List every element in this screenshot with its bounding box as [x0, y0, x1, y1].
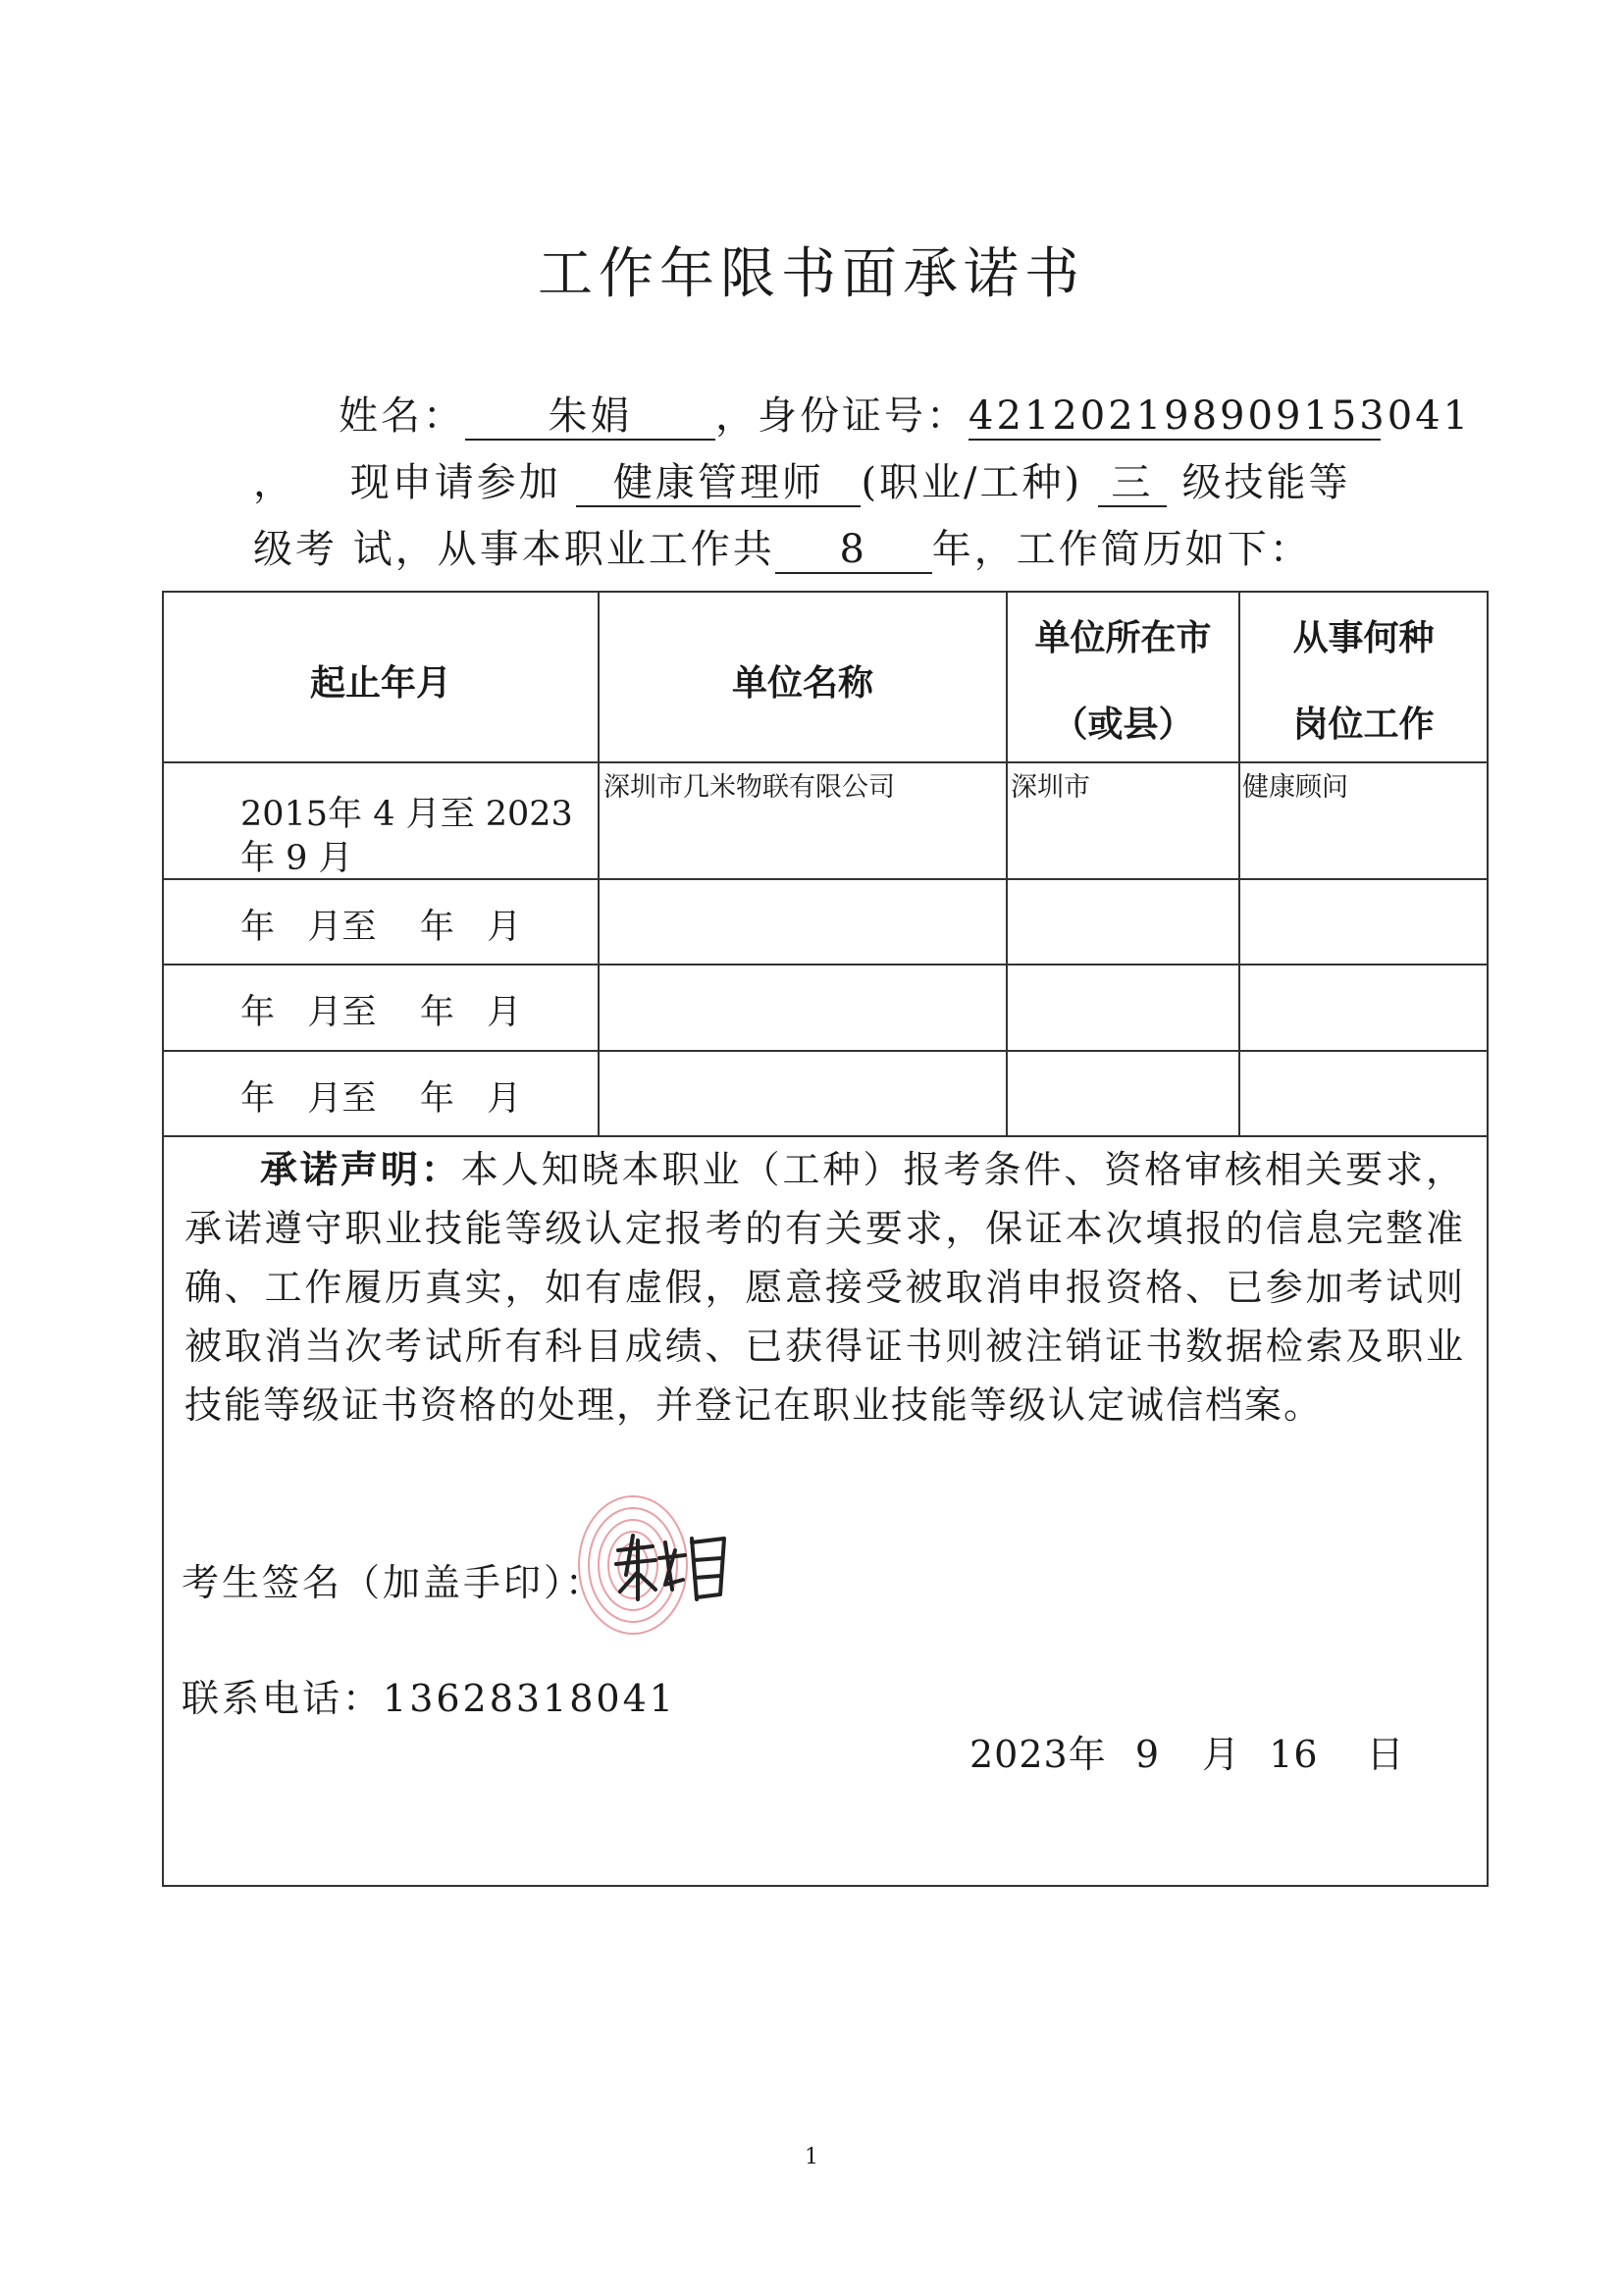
name-label: 姓名： — [339, 393, 465, 439]
row4-period: 年 月至 年 月 — [240, 1079, 522, 1119]
commitment-statement — [184, 1140, 1465, 1435]
table-rule — [1006, 591, 1008, 1135]
id-number-value: 421202198909153041 — [969, 393, 1472, 439]
row1-post: 健康顾问 — [1242, 772, 1348, 803]
occupation-value: 健康管理师 — [576, 460, 861, 507]
date-day-unit: 日 — [1366, 1733, 1405, 1776]
phone-label: 联系电话： — [182, 1677, 384, 1720]
apply-label: 现申请参加 — [349, 460, 561, 505]
level-value: 三 — [1098, 460, 1167, 507]
statement-label: 承诺声明： — [259, 1148, 461, 1191]
header-unit-name: 单位名称 — [731, 663, 873, 704]
name-value: 朱娟 — [465, 393, 715, 441]
date-month: 9 — [1134, 1733, 1160, 1776]
id-label: ，身份证号： — [715, 393, 969, 439]
phone-line — [182, 1668, 676, 1722]
header-post-line2: 岗位工作 — [1292, 704, 1435, 745]
occupation-suffix: (职业/工种) — [861, 460, 1083, 505]
table-rule — [162, 1135, 1489, 1137]
row3-period: 年 月至 年 月 — [240, 993, 522, 1032]
date-line — [969, 1724, 1405, 1778]
statement-text: 本人知晓本职业（工种）报考条件、资格审核相关要求，承诺遵守职业技能等级认定报考的有关要求，保证本次填报的信息完整准确、工作履历真实，如有虚假，愿意接受被取消申报资格、已参加考试则被取消当次考试所有科目成绩、已获得证书则被注销证书数据检索及职业技能等级证书资格的处理，并登记在职业技能等级认定诚信档案。 — [184, 1148, 1465, 1427]
signature-label: 考生签名（加盖手印）： — [182, 1561, 606, 1604]
years-value: 8 — [775, 527, 932, 574]
row1-unit: 深圳市几米物联有限公司 — [603, 772, 895, 803]
intro-line-2 — [253, 451, 1351, 507]
header-post-line1: 从事何种 — [1292, 618, 1435, 658]
row1-city: 深圳市 — [1011, 772, 1090, 803]
table-rule — [162, 964, 1489, 965]
document-title: 工作年限书面承诺书 — [538, 242, 1085, 306]
intro-line-3 — [253, 518, 1312, 574]
phone-value: 13628318041 — [383, 1677, 676, 1720]
table-rule — [162, 1050, 1489, 1052]
header-city-line2: （或县） — [1052, 704, 1194, 745]
comma: ， — [253, 460, 295, 505]
page-number: 1 — [805, 2145, 818, 2169]
table-rule — [1238, 591, 1240, 1135]
table-rule — [162, 761, 1489, 763]
handwritten-signature — [616, 1536, 724, 1599]
row1-period-line1: 2015年 4 月至 2023 — [240, 795, 573, 834]
line3-prefix: 级考 试，从事本职业工作共 — [253, 527, 775, 572]
intro-line-1 — [339, 385, 1472, 441]
table-rule — [162, 878, 1489, 880]
level-suffix: 级技能等 — [1181, 460, 1351, 505]
header-period: 起止年月 — [309, 663, 451, 704]
row1-period-line2: 年 9 月 — [240, 839, 353, 878]
row2-period: 年 月至 年 月 — [240, 908, 522, 947]
fingerprint-signature — [559, 1482, 756, 1648]
line3-suffix: 年，工作简历如下： — [931, 527, 1312, 572]
date-day: 16 — [1269, 1733, 1319, 1776]
date-month-unit: 月 — [1202, 1733, 1241, 1776]
header-city-line1: 单位所在市 — [1034, 618, 1212, 658]
date-year: 2023年 — [969, 1733, 1107, 1776]
